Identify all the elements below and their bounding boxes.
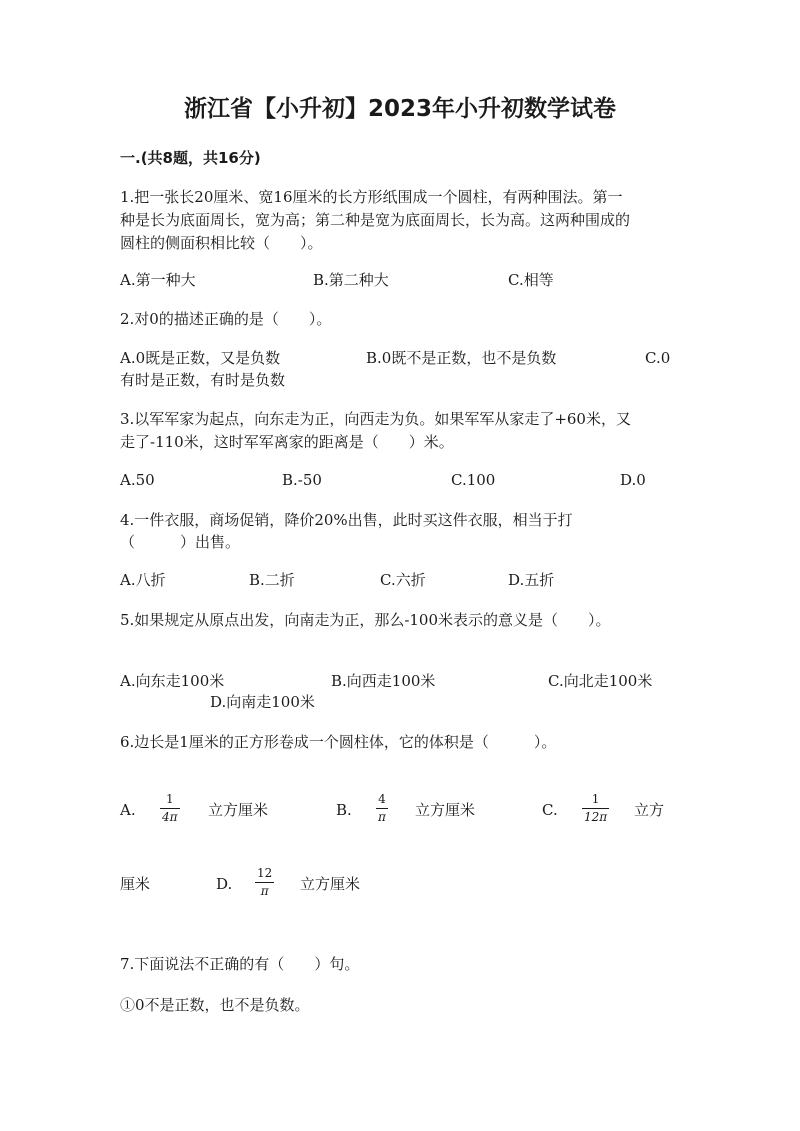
question-4-option-b: B.二折 (249, 571, 295, 589)
question-3-option-b: B.-50 (282, 471, 322, 489)
exam-title: 浙江省【小升初】2023年小升初数学试卷 (183, 96, 616, 122)
fraction-bar (376, 808, 388, 809)
question-6-option-b-fraction (376, 792, 388, 824)
question-2-option-b: B.0既不是正数，也不是负数 (366, 349, 557, 367)
question-4-line-1: 4.一件衣服，商场促销，降价20%出售，此时买这件衣服，相当于打 (120, 511, 573, 529)
fraction-denominator: π (260, 884, 269, 898)
question-5-option-c: C.向北走100米 (548, 672, 653, 690)
question-6-option-a-fraction (160, 792, 180, 824)
fraction-bar (255, 882, 274, 883)
question-1-line-2: 种是长为底面周长，宽为高；第二种是宽为底面周长，长为高。这两种围成的 (120, 211, 631, 229)
question-3-option-d: D.0 (620, 471, 646, 489)
question-4-option-c: C.六折 (380, 571, 426, 589)
fraction-bar (582, 808, 609, 809)
question-5-stem: 5.如果规定从原点出发，向南走为正，那么-100米表示的意义是（ ）。 (120, 611, 611, 629)
question-6-option-c-fraction (582, 792, 609, 824)
question-6-option-a-letter: A. (120, 801, 136, 819)
question-2-option-c-continuation: 有时是正数，有时是负数 (120, 371, 286, 389)
question-3-option-a: A.50 (120, 471, 155, 489)
question-5-option-d: D.向南走100米 (210, 693, 315, 711)
question-6-option-d-letter: D. (216, 875, 233, 893)
question-6-stem: 6.边长是1厘米的正方形卷成一个圆柱体，它的体积是（ ）。 (120, 733, 557, 751)
question-6-option-d-unit: 立方厘米 (300, 875, 361, 893)
question-6-option-d-fraction (255, 866, 274, 898)
question-7-statement-1: ①0不是正数，也不是负数。 (120, 996, 310, 1014)
question-6-option-b-unit: 立方厘米 (415, 801, 476, 819)
question-6-option-c-unit: 立方 (634, 801, 665, 819)
question-3-option-c: C.100 (451, 471, 496, 489)
fraction-denominator: π (378, 810, 386, 824)
question-4-line-2: （ ）出售。 (120, 533, 241, 551)
fraction-numerator: 12 (257, 866, 273, 880)
question-4-option-a: A.八折 (120, 571, 166, 589)
question-5-option-b: B.向西走100米 (331, 672, 436, 690)
fraction-denominator: 12π (584, 810, 608, 824)
question-4-option-d: D.五折 (508, 571, 555, 589)
question-2-option-a: A.0既是正数，又是负数 (120, 349, 281, 367)
question-7-stem: 7.下面说法不正确的有（ ）句。 (120, 955, 360, 973)
section-heading: 一.(共8题，共16分) (120, 149, 261, 167)
question-6-option-c-letter: C. (542, 801, 558, 819)
question-6-option-a-unit: 立方厘米 (208, 801, 269, 819)
question-2-option-c: C.0 (645, 349, 671, 367)
fraction-numerator: 1 (165, 792, 174, 806)
question-5-option-a: A.向东走100米 (120, 672, 225, 690)
question-3-line-2: 走了-110米，这时军军离家的距离是（ ）米。 (120, 433, 454, 451)
fraction-bar (160, 808, 180, 809)
question-1-option-b: B.第二种大 (313, 271, 389, 289)
question-1-line-1: 1.把一张长20厘米、宽16厘米的长方形纸围成一个圆柱，有两种围法。第一 (120, 188, 623, 206)
question-6-option-c-unit-continuation: 厘米 (120, 875, 151, 893)
question-6-option-b-letter: B. (336, 801, 352, 819)
fraction-numerator: 4 (378, 792, 386, 806)
fraction-numerator: 1 (591, 792, 600, 806)
question-1-option-c: C.相等 (508, 271, 554, 289)
question-1-line-3: 圆柱的侧面积相比较（ ）。 (120, 234, 323, 252)
question-3-line-1: 3.以军军家为起点，向东走为正，向西走为负。如果军军从家走了+60米，又 (120, 410, 631, 428)
fraction-denominator: 4π (162, 810, 178, 824)
question-2-stem: 2.对0的描述正确的是（ ）。 (120, 310, 332, 328)
question-1-option-a: A.第一种大 (120, 271, 196, 289)
